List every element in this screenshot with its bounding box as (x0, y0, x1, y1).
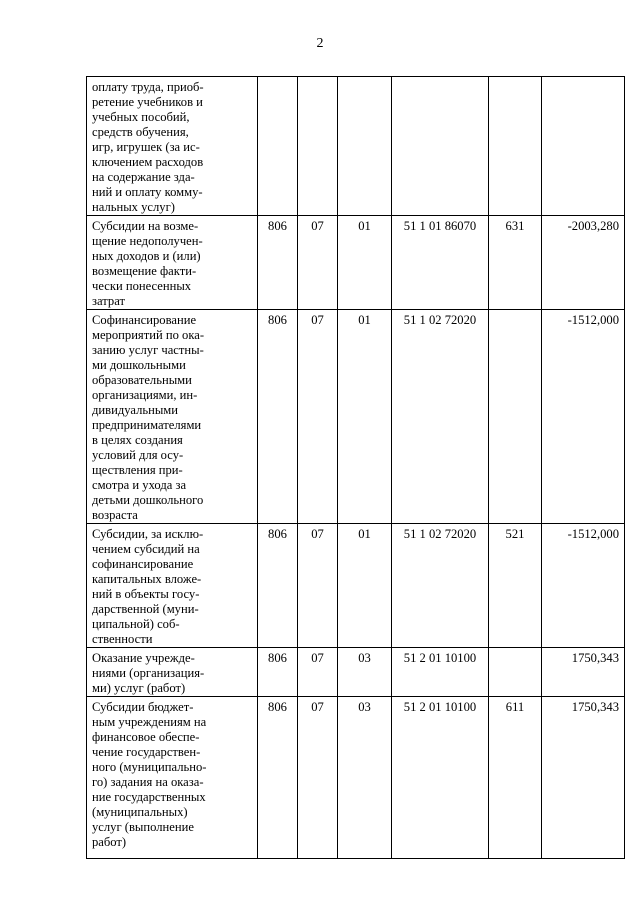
item-name-line: ственности (92, 632, 153, 646)
table-row (87, 648, 625, 697)
target-article-cell: 51 1 02 72020 (392, 310, 489, 524)
subsection-code-cell: 01 (338, 310, 392, 524)
item-name-line: смотра и ухода за (92, 478, 187, 492)
item-name-line: го) задания на оказа- (92, 775, 204, 789)
item-name-line: ние государственных (92, 790, 206, 804)
item-name-line: щение недополучен- (92, 234, 203, 248)
item-name-line: ществления при- (92, 463, 183, 477)
item-name-line: ципальной) соб- (92, 617, 180, 631)
expense-type-cell (489, 648, 542, 697)
section-code-cell: 07 (298, 310, 338, 524)
amount-cell: -1512,000 (542, 524, 625, 648)
item-name-cell (87, 648, 258, 697)
item-name-line: занию услуг частны- (92, 343, 204, 357)
ministry-code-cell: 806 (258, 648, 298, 697)
item-name-line: предпринимателями (92, 418, 202, 432)
amount-cell: -2003,280 (542, 216, 625, 310)
amount-cell: -1512,000 (542, 310, 625, 524)
item-name-line: ного (муниципально- (92, 760, 207, 774)
subsection-code-cell (338, 77, 392, 216)
target-article-cell: 51 2 01 10100 (392, 697, 489, 859)
section-code-cell: 07 (298, 648, 338, 697)
target-article-cell (392, 77, 489, 216)
item-name-line: дивидуальными (92, 403, 179, 417)
item-name-cell (87, 77, 258, 216)
ministry-code-cell: 806 (258, 697, 298, 859)
budget-table-body (87, 77, 625, 859)
expense-type-cell: 611 (489, 697, 542, 859)
target-article-cell: 51 1 01 86070 (392, 216, 489, 310)
item-name-line: (муниципальных) (92, 805, 188, 819)
item-name-line: образовательными (92, 373, 192, 387)
ministry-code-cell (258, 77, 298, 216)
ministry-code-cell: 806 (258, 310, 298, 524)
item-name-line: Субсидии, за исклю- (92, 527, 204, 541)
item-name-line: дарственной (муни- (92, 602, 199, 616)
item-name-line: ключением расходов (92, 155, 204, 169)
amount-cell: 1750,343 (542, 697, 625, 859)
page-number: 2 (316, 36, 324, 51)
item-name-line: чески понесенных (92, 279, 192, 293)
item-name-line: софинансирование (92, 557, 194, 571)
item-name-line: возраста (92, 508, 138, 522)
item-name-line: возмещение факти- (92, 264, 197, 278)
item-name-line: работ) (92, 835, 127, 849)
item-name-line: ных доходов и (или) (92, 249, 201, 263)
item-name-line: ретение учебников и (92, 95, 203, 109)
ministry-code-cell: 806 (258, 524, 298, 648)
item-name-line: ниями (организация- (92, 666, 205, 680)
target-article-cell: 51 1 02 72020 (392, 524, 489, 648)
subsection-code-cell: 03 (338, 648, 392, 697)
item-name-line: условий для осу- (92, 448, 184, 462)
budget-table (86, 76, 625, 859)
item-name-line: Субсидии бюджет- (92, 700, 194, 714)
item-name-line: на содержание зда- (92, 170, 195, 184)
expense-type-cell: 631 (489, 216, 542, 310)
table-row (87, 216, 625, 310)
item-name-line: Оказание учрежде- (92, 651, 195, 665)
subsection-code-cell: 03 (338, 697, 392, 859)
table-row (87, 697, 625, 859)
table-row (87, 77, 625, 216)
section-code-cell: 07 (298, 216, 338, 310)
expense-type-cell (489, 77, 542, 216)
item-name-cell (87, 524, 258, 648)
item-name-line: финансовое обеспе- (92, 730, 200, 744)
item-name-line: Софинансирование (92, 313, 197, 327)
table-row (87, 524, 625, 648)
section-code-cell: 07 (298, 697, 338, 859)
item-name-line: учебных пособий, (92, 110, 190, 124)
item-name-line: ний и оплату комму- (92, 185, 203, 199)
table-row (87, 310, 625, 524)
item-name-line: затрат (92, 294, 125, 308)
expense-type-cell: 521 (489, 524, 542, 648)
item-name-line: ми) услуг (работ) (92, 681, 186, 695)
subsection-code-cell: 01 (338, 524, 392, 648)
item-name-line: в целях создания (92, 433, 183, 447)
item-name-line: ным учреждениям на (92, 715, 207, 729)
amount-cell: 1750,343 (542, 648, 625, 697)
item-name-line: ний в объекты госу- (92, 587, 200, 601)
section-code-cell: 07 (298, 524, 338, 648)
item-name-line: детьми дошкольного (92, 493, 204, 507)
item-name-cell (87, 697, 258, 859)
item-name-line: игр, игрушек (за ис- (92, 140, 200, 154)
item-name-cell (87, 310, 258, 524)
item-name-cell (87, 216, 258, 310)
expense-type-cell (489, 310, 542, 524)
subsection-code-cell: 01 (338, 216, 392, 310)
item-name-line: организациями, ин- (92, 388, 198, 402)
item-name-line: средств обучения, (92, 125, 189, 139)
item-name-line: оплату труда, приоб- (92, 80, 204, 94)
item-name-line: услуг (выполнение (92, 820, 194, 834)
item-name-line: чение государствен- (92, 745, 201, 759)
amount-cell (542, 77, 625, 216)
section-code-cell (298, 77, 338, 216)
ministry-code-cell: 806 (258, 216, 298, 310)
item-name-line: чением субсидий на (92, 542, 200, 556)
item-name-line: ми дошкольными (92, 358, 186, 372)
item-name-line: капитальных вложе- (92, 572, 202, 586)
item-name-line: мероприятий по ока- (92, 328, 205, 342)
item-name-line: нальных услуг) (92, 200, 175, 214)
item-name-line: Субсидии на возме- (92, 219, 199, 233)
target-article-cell: 51 2 01 10100 (392, 648, 489, 697)
